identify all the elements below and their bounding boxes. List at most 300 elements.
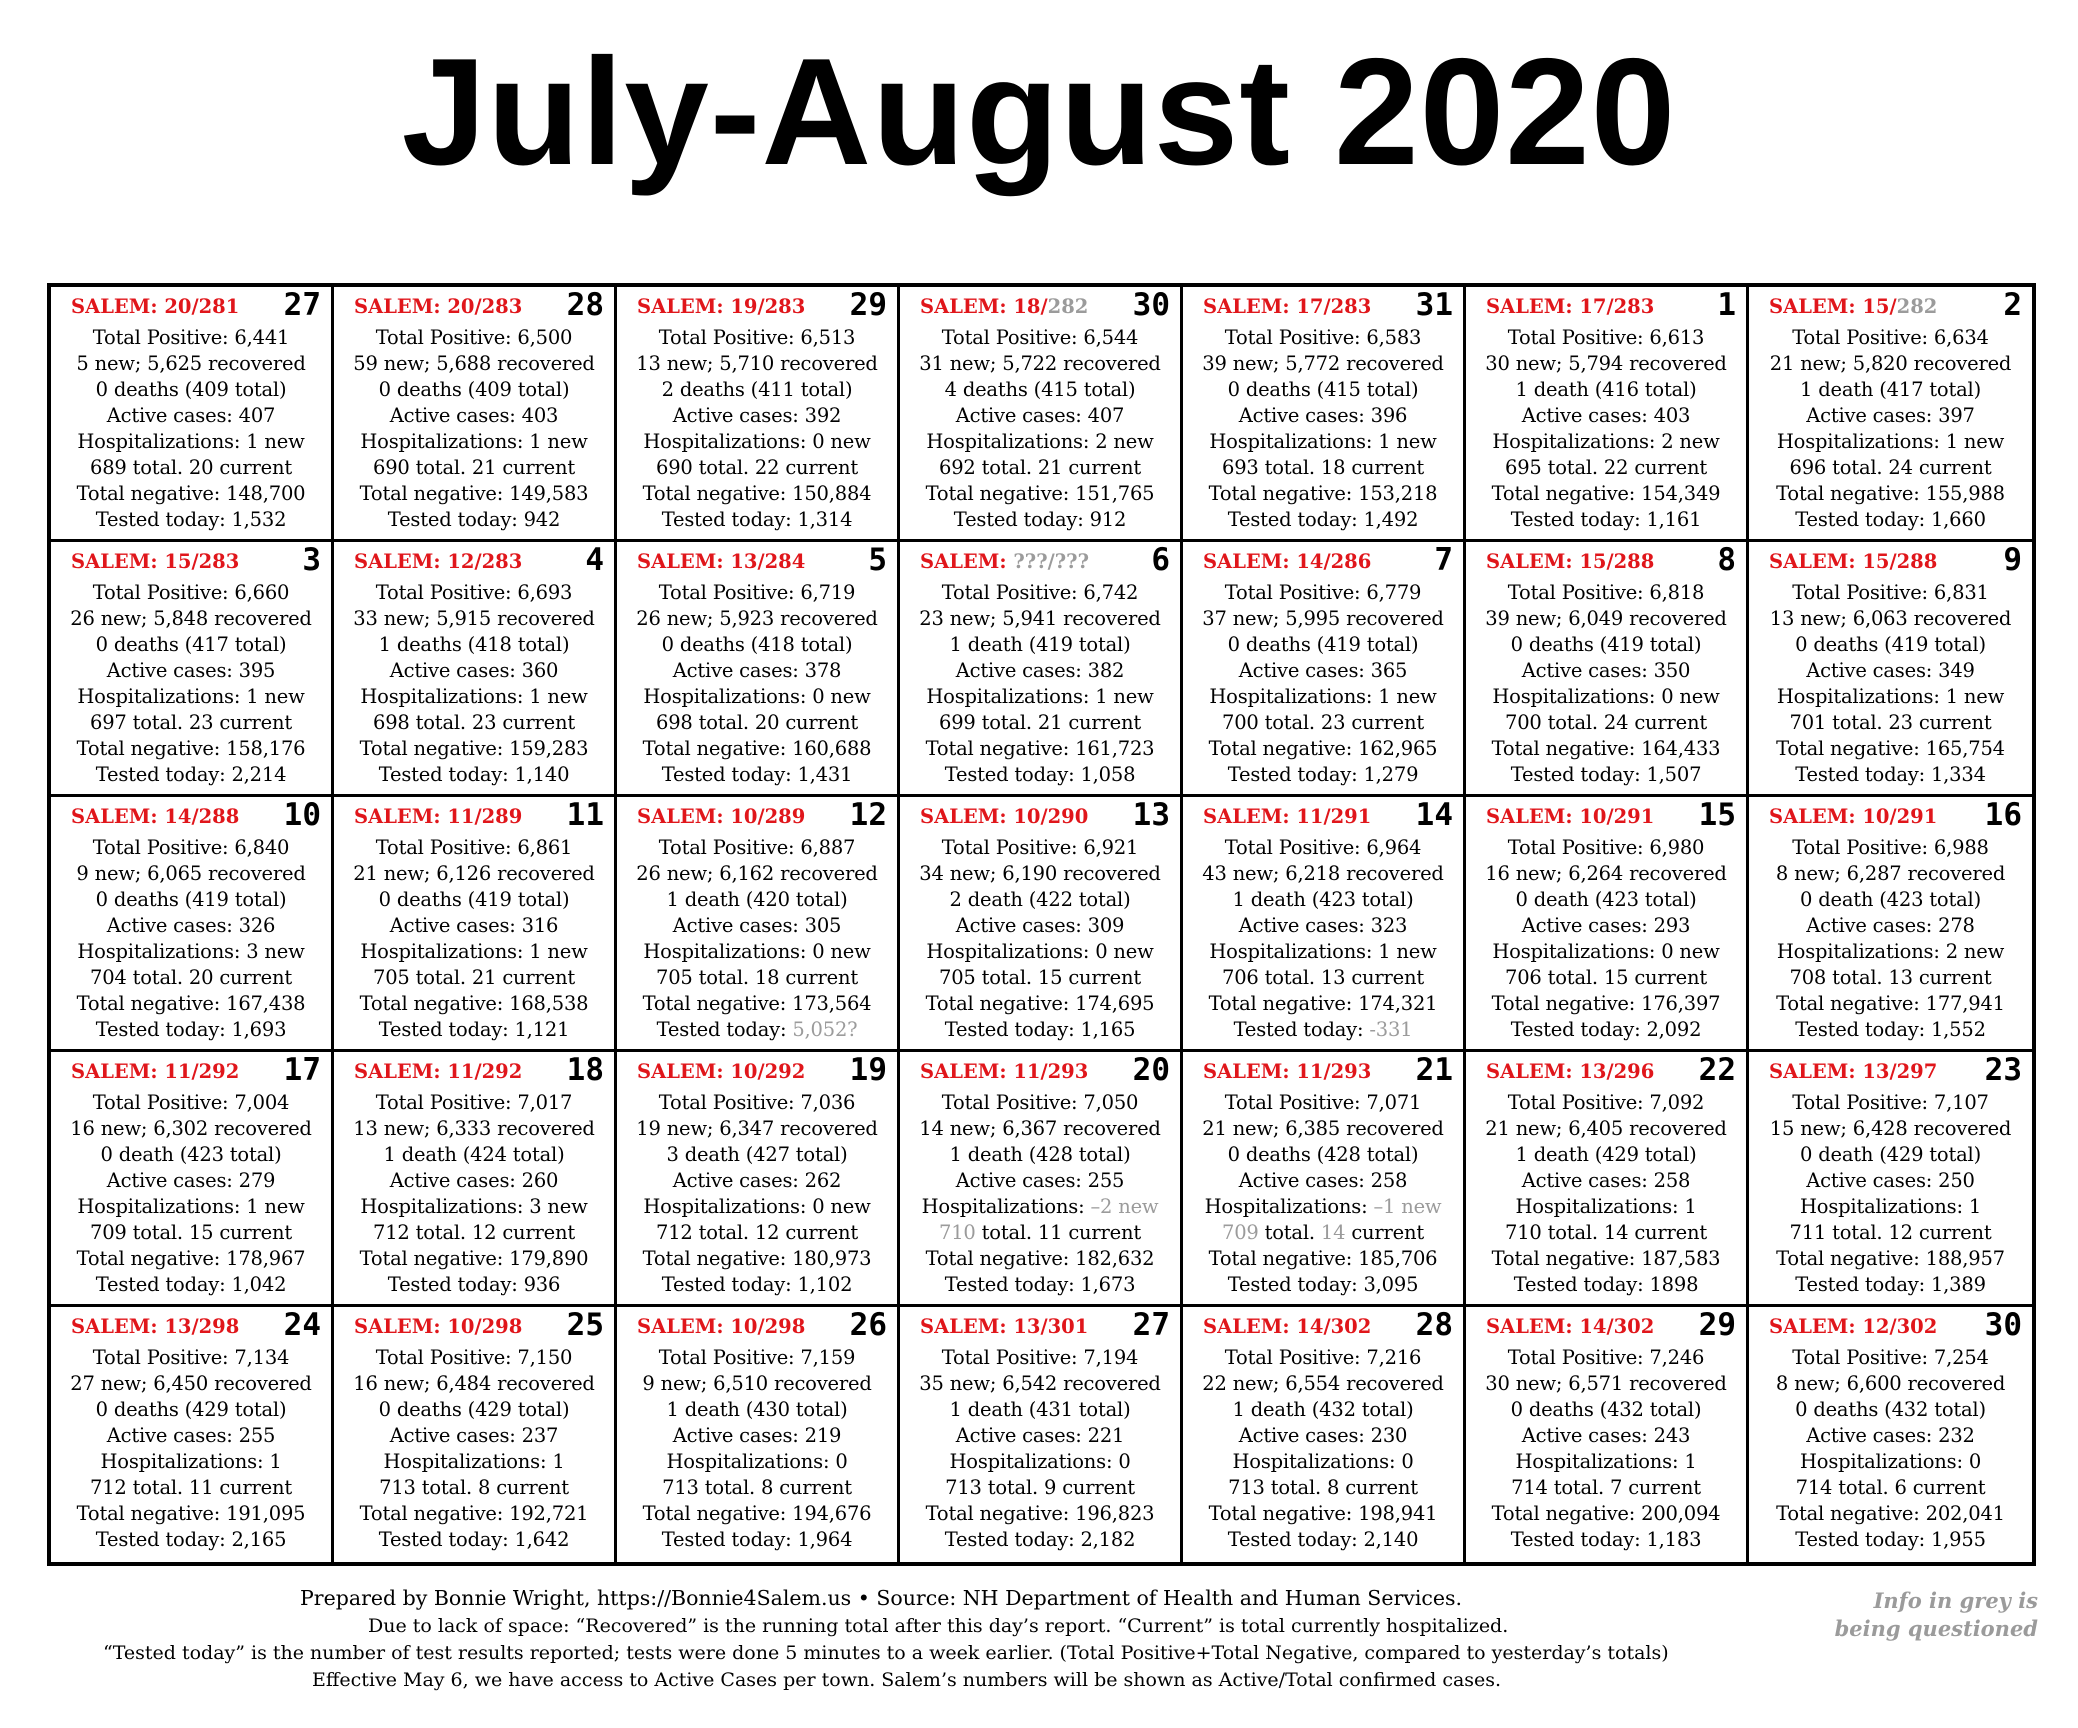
stat-text: Total Positive: 7,107: [1792, 1091, 1989, 1114]
stat-text: Tested today: 1,507: [1510, 763, 1702, 786]
stat-text: Hospitalizations: 1: [1515, 1450, 1697, 1473]
stat-line: [1466, 1423, 1746, 1449]
stat-text: Active cases: 396: [1238, 404, 1408, 427]
day-header: [1466, 287, 1746, 325]
stat-line: [1466, 1501, 1746, 1527]
stat-text: 0 death (423 total): [1800, 888, 1981, 911]
stat-line: [900, 1345, 1180, 1371]
stat-line: [1749, 913, 2032, 939]
stat-line: [51, 1397, 331, 1423]
stat-text: Hospitalizations: 1 new: [1209, 430, 1437, 453]
stat-text: 1 death (432 total): [1232, 1398, 1414, 1421]
stat-line: [1183, 1527, 1463, 1553]
salem-text: SALEM: 13/301: [920, 1315, 1089, 1338]
stat-line: [1749, 861, 2032, 887]
stat-line: [900, 1501, 1180, 1527]
stat-line: [1749, 429, 2032, 455]
stat-text: Tested today: 1,165: [944, 1018, 1136, 1041]
stat-text: Active cases: 305: [672, 914, 842, 937]
stat-line: [1749, 377, 2032, 403]
salem-cases: [1769, 550, 1937, 573]
stat-line: [1466, 507, 1746, 533]
stat-text: 0 death (423 total): [100, 1143, 282, 1166]
day-header: [1749, 797, 2032, 835]
stat-text: Total negative: 180,973: [642, 1247, 872, 1270]
day-header: [1183, 287, 1463, 325]
stat-text: Total Positive: 6,634: [1792, 326, 1989, 349]
stat-text: Hospitalizations: 0 new: [643, 430, 871, 453]
stat-text: 697 total. 23 current: [90, 711, 292, 734]
questioned-value: 282: [1047, 295, 1089, 318]
stat-text: Tested today: 1,964: [661, 1528, 853, 1551]
day-number: 13: [1132, 797, 1170, 833]
day-number: 27: [283, 287, 321, 323]
salem-cases: [1486, 1060, 1654, 1083]
stat-text: total. 11 current: [975, 1221, 1141, 1244]
stat-line: [1749, 1220, 2032, 1246]
stat-text: Tested today: 1,314: [661, 508, 853, 531]
stat-text: Active cases: 260: [389, 1169, 559, 1192]
stat-text: Tested today: 1,334: [1795, 763, 1986, 786]
stat-line: [1749, 1194, 2032, 1220]
stat-line: [334, 1168, 614, 1194]
salem-text: SALEM: 17/283: [1203, 295, 1372, 318]
stat-text: Active cases: 365: [1238, 659, 1408, 682]
stat-line: [900, 351, 1180, 377]
stats-lines: [1183, 835, 1463, 1043]
stat-text: 705 total. 15 current: [939, 966, 1141, 989]
stat-text: 23 new; 5,941 recovered: [919, 607, 1161, 630]
footer-note-recovered: Due to lack of space: “Recovered” is the running total after this day’s report. “Current” is total currently hospitalized.: [368, 1615, 1509, 1637]
stat-line: [334, 1017, 614, 1043]
stat-line: [1183, 377, 1463, 403]
stat-text: 26 new; 5,923 recovered: [636, 607, 878, 630]
stat-text: Active cases: 255: [955, 1169, 1125, 1192]
stat-line: [1466, 1142, 1746, 1168]
day-header: [51, 1052, 331, 1090]
stat-line: [51, 1345, 331, 1371]
stat-line: [1466, 1194, 1746, 1220]
stat-line: [1183, 429, 1463, 455]
day-header: [617, 542, 897, 580]
salem-cases: [71, 1060, 239, 1083]
stat-line: [617, 1220, 897, 1246]
stat-line: [617, 507, 897, 533]
stat-text: 690 total. 21 current: [373, 456, 575, 479]
salem-text: SALEM: 14/288: [71, 805, 240, 828]
day-number: 20: [1132, 1052, 1170, 1088]
stat-line: [334, 377, 614, 403]
stat-text: 13 new; 6,333 recovered: [353, 1117, 595, 1140]
stat-line: [1183, 1017, 1463, 1043]
stat-line: [51, 632, 331, 658]
stat-line: [334, 1501, 614, 1527]
stat-line: [617, 762, 897, 788]
stat-text: 19 new; 6,347 recovered: [636, 1117, 878, 1140]
stat-line: [1466, 658, 1746, 684]
stat-line: [1466, 939, 1746, 965]
stat-line: [1183, 1116, 1463, 1142]
stat-line: [1183, 455, 1463, 481]
stat-text: Hospitalizations: 3 new: [77, 940, 305, 963]
stat-text: Active cases: 258: [1238, 1169, 1408, 1192]
stat-line: [1183, 1449, 1463, 1475]
questioned-value: 14: [1320, 1221, 1346, 1244]
stat-text: 15 new; 6,428 recovered: [1769, 1117, 2012, 1140]
stat-text: Total negative: 153,218: [1208, 482, 1438, 505]
stat-text: Total negative: 155,988: [1776, 482, 2005, 505]
stat-line: [51, 1220, 331, 1246]
stats-lines: [334, 835, 614, 1043]
stat-line: [900, 1168, 1180, 1194]
stat-line: [1466, 1168, 1746, 1194]
stat-text: Total negative: 158,176: [76, 737, 306, 760]
stat-text: Total negative: 165,754: [1776, 737, 2005, 760]
day-cell: [51, 542, 334, 797]
stat-text: Tested today: 1,552: [1795, 1018, 1986, 1041]
day-cell: [1183, 287, 1466, 542]
stat-text: Active cases: 262: [672, 1169, 842, 1192]
salem-cases: [637, 1060, 805, 1083]
stat-text: 27 new; 6,450 recovered: [70, 1372, 312, 1395]
salem-text: SALEM: 12/302: [1769, 1315, 1938, 1338]
stat-text: Total negative: 191,095: [76, 1502, 306, 1525]
salem-text: SALEM: 10/289: [637, 805, 806, 828]
stat-text: 705 total. 18 current: [656, 966, 858, 989]
day-number: 5: [868, 542, 887, 578]
questioned-value: ???/???: [1013, 550, 1090, 573]
day-header: [617, 287, 897, 325]
stats-lines: [617, 1345, 897, 1553]
stat-text: Total Positive: 7,134: [92, 1346, 290, 1369]
salem-text: SALEM: 11/293: [1203, 1060, 1372, 1083]
grey-info-note-line2: being questioned: [1834, 1616, 2038, 1641]
stat-text: Tested today: 1,955: [1795, 1528, 1986, 1551]
stat-line: [51, 835, 331, 861]
stats-lines: [1183, 1090, 1463, 1298]
stat-line: [334, 1527, 614, 1553]
stat-text: Tested today: 1,532: [95, 508, 287, 531]
stat-line: [1183, 684, 1463, 710]
stat-text: Total Positive: 7,050: [941, 1091, 1139, 1114]
stat-text: 1 death (416 total): [1515, 378, 1697, 401]
stat-text: Active cases: 316: [389, 914, 559, 937]
stat-text: Hospitalizations: 0: [1799, 1450, 1982, 1473]
stat-text: 2 deaths (411 total): [661, 378, 853, 401]
day-number: 19: [849, 1052, 887, 1088]
stat-line: [617, 835, 897, 861]
stats-lines: [900, 1090, 1180, 1298]
stat-text: Tested today: 1,140: [378, 763, 570, 786]
salem-cases: [920, 1315, 1088, 1338]
stat-line: [1749, 507, 2032, 533]
stat-text: Tested today: 1,492: [1227, 508, 1419, 531]
stat-line: [617, 481, 897, 507]
stat-line: [900, 1475, 1180, 1501]
stat-text: Total negative: 167,438: [76, 992, 306, 1015]
stat-line: [900, 507, 1180, 533]
stat-line: [1466, 429, 1746, 455]
stat-line: [51, 325, 331, 351]
stat-line: [334, 1345, 614, 1371]
stat-text: Tested today: 1,279: [1227, 763, 1419, 786]
stat-text: 700 total. 24 current: [1505, 711, 1707, 734]
stat-line: [1466, 351, 1746, 377]
stat-text: 2 death (422 total): [949, 888, 1131, 911]
salem-cases: [1769, 1315, 1937, 1338]
stat-text: 0 deaths (432 total): [1795, 1398, 1986, 1421]
stat-text: 0 deaths (419 total): [95, 888, 287, 911]
stat-text: Active cases: 309: [955, 914, 1125, 937]
stat-line: [617, 455, 897, 481]
stat-line: [617, 1090, 897, 1116]
salem-cases: [71, 1315, 239, 1338]
stat-text: 0 death (423 total): [1515, 888, 1697, 911]
stat-text: Hospitalizations: 0 new: [643, 1195, 871, 1218]
stat-text: Tested today: 1,660: [1795, 508, 1986, 531]
stat-line: [1466, 835, 1746, 861]
stat-line: [900, 861, 1180, 887]
stat-line: [900, 429, 1180, 455]
stats-lines: [617, 835, 897, 1043]
day-header: [1183, 1307, 1463, 1345]
stat-line: [51, 658, 331, 684]
stat-line: [51, 710, 331, 736]
stats-lines: [1183, 325, 1463, 533]
stat-line: [1183, 1142, 1463, 1168]
stat-line: [617, 429, 897, 455]
questioned-value: 709: [1222, 1221, 1259, 1244]
stat-line: [617, 710, 897, 736]
stat-text: 712 total. 12 current: [373, 1221, 575, 1244]
day-cell: [1183, 1052, 1466, 1307]
day-header: [334, 1307, 614, 1345]
stat-line: [617, 1017, 897, 1043]
stat-line: [1466, 710, 1746, 736]
stat-text: 1 death (430 total): [666, 1398, 848, 1421]
stat-line: [617, 1142, 897, 1168]
day-header: [617, 797, 897, 835]
stat-line: [51, 991, 331, 1017]
stat-text: Tested today: 2,182: [944, 1528, 1136, 1551]
day-header: [900, 797, 1180, 835]
day-header: [617, 1052, 897, 1090]
stat-text: 1 death (428 total): [949, 1143, 1131, 1166]
stat-line: [617, 913, 897, 939]
stat-line: [51, 913, 331, 939]
stat-text: 709 total. 15 current: [90, 1221, 292, 1244]
salem-cases: [1486, 1315, 1654, 1338]
stat-line: [51, 1168, 331, 1194]
day-number: 12: [849, 797, 887, 833]
salem-cases: [637, 550, 805, 573]
stat-text: Tested today: 1,673: [944, 1273, 1136, 1296]
stat-line: [1183, 403, 1463, 429]
stat-text: Total negative: 154,349: [1491, 482, 1721, 505]
stat-line: [617, 632, 897, 658]
stat-line: [1466, 991, 1746, 1017]
stats-lines: [334, 325, 614, 533]
stat-line: [900, 736, 1180, 762]
stat-text: 22 new; 6,554 recovered: [1202, 1372, 1444, 1395]
stat-line: [51, 762, 331, 788]
stat-line: [1183, 835, 1463, 861]
stat-text: Hospitalizations: 2 new: [1776, 940, 2005, 963]
day-number: 31: [1415, 287, 1453, 323]
stat-line: [900, 913, 1180, 939]
stat-text: 35 new; 6,542 recovered: [919, 1372, 1161, 1395]
day-cell: [1749, 797, 2032, 1052]
stat-line: [1183, 887, 1463, 913]
stat-text: Total negative: 176,397: [1491, 992, 1721, 1015]
salem-cases: [1203, 805, 1371, 828]
stat-line: [51, 1527, 331, 1553]
stat-line: [1183, 1272, 1463, 1298]
stat-text: 706 total. 15 current: [1505, 966, 1707, 989]
stat-text: Total Positive: 6,613: [1507, 326, 1705, 349]
stat-line: [617, 1272, 897, 1298]
stat-text: Active cases: 350: [1521, 659, 1691, 682]
day-number: 28: [1415, 1307, 1453, 1343]
stats-lines: [51, 325, 331, 533]
day-header: [51, 287, 331, 325]
stat-line: [51, 861, 331, 887]
stat-text: Hospitalizations:: [921, 1195, 1091, 1218]
day-number: 17: [283, 1052, 321, 1088]
stat-line: [334, 736, 614, 762]
day-number: 9: [2003, 542, 2022, 578]
stat-text: Total negative: 151,765: [925, 482, 1155, 505]
stat-text: Total negative: 174,695: [925, 992, 1155, 1015]
salem-cases: [1769, 1060, 1937, 1083]
stat-line: [1183, 965, 1463, 991]
stat-text: Total negative: 182,632: [925, 1247, 1155, 1270]
stat-text: Total Positive: 6,980: [1507, 836, 1705, 859]
stat-text: Total Positive: 6,513: [658, 326, 856, 349]
stats-lines: [1749, 325, 2032, 533]
stat-line: [900, 455, 1180, 481]
stat-text: 713 total. 8 current: [1228, 1476, 1418, 1499]
stat-text: 0 deaths (428 total): [1227, 1143, 1419, 1166]
stat-text: Tested today: 936: [387, 1273, 561, 1296]
salem-text: SALEM: 10/298: [637, 1315, 806, 1338]
stats-lines: [51, 1345, 331, 1553]
stat-line: [617, 325, 897, 351]
stat-text: 0 deaths (419 total): [1510, 633, 1702, 656]
salem-cases: [920, 805, 1088, 828]
salem-text: SALEM: 13/297: [1769, 1060, 1938, 1083]
stat-line: [1466, 377, 1746, 403]
stat-text: Hospitalizations: 2 new: [926, 430, 1154, 453]
stat-text: Total Positive: 7,194: [941, 1346, 1139, 1369]
day-number: 22: [1698, 1052, 1736, 1088]
salem-text: SALEM:: [920, 550, 1014, 573]
stat-text: Hospitalizations: 0 new: [643, 685, 871, 708]
stat-text: 710 total. 14 current: [1505, 1221, 1707, 1244]
stat-text: Active cases: 395: [106, 659, 276, 682]
stat-text: Total Positive: 6,964: [1224, 836, 1422, 859]
stat-line: [1183, 991, 1463, 1017]
stat-line: [334, 965, 614, 991]
salem-text: SALEM: 10/298: [354, 1315, 523, 1338]
stat-text: Total Positive: 6,887: [658, 836, 856, 859]
stat-text: 30 new; 6,571 recovered: [1485, 1372, 1727, 1395]
stat-line: [900, 991, 1180, 1017]
stat-line: [1749, 1168, 2032, 1194]
salem-text: SALEM: 11/292: [71, 1060, 240, 1083]
stat-line: [334, 658, 614, 684]
day-number: 2: [2003, 287, 2022, 323]
stat-text: 706 total. 13 current: [1222, 966, 1424, 989]
stat-line: [51, 1090, 331, 1116]
stat-line: [334, 861, 614, 887]
day-header: [900, 287, 1180, 325]
stat-line: [1749, 736, 2032, 762]
stat-text: Tested today: 1,058: [944, 763, 1136, 786]
stat-text: Hospitalizations: 0 new: [643, 940, 871, 963]
stat-text: Total negative: 185,706: [1208, 1247, 1438, 1270]
stat-text: 0 deaths (418 total): [661, 633, 853, 656]
stat-line: [900, 1220, 1180, 1246]
questioned-value: 282: [1896, 295, 1938, 318]
stat-line: [1749, 403, 2032, 429]
stat-line: [1466, 1017, 1746, 1043]
day-cell: [1466, 542, 1749, 797]
stat-line: [617, 939, 897, 965]
day-header: [900, 1307, 1180, 1345]
stat-text: 21 new; 5,820 recovered: [1769, 352, 2012, 375]
day-number: 21: [1415, 1052, 1453, 1088]
day-cell: [1183, 1307, 1466, 1562]
salem-cases: [637, 295, 805, 318]
stat-line: [1466, 632, 1746, 658]
stat-line: [1749, 351, 2032, 377]
stat-text: Tested today: 1,693: [95, 1018, 287, 1041]
stat-line: [1749, 991, 2032, 1017]
stat-text: Total Positive: 6,861: [375, 836, 573, 859]
stat-text: 1 death (429 total): [1515, 1143, 1697, 1166]
stat-line: [1183, 1475, 1463, 1501]
stat-text: Active cases: 378: [672, 659, 842, 682]
stat-line: [1183, 632, 1463, 658]
stat-text: Hospitalizations: 1: [1515, 1195, 1697, 1218]
stat-text: 704 total. 20 current: [90, 966, 292, 989]
stat-line: [51, 1246, 331, 1272]
stat-text: 705 total. 21 current: [373, 966, 575, 989]
salem-cases: [1769, 295, 1937, 318]
questioned-value: –1 new: [1373, 1195, 1442, 1218]
stat-text: Tested today: 1,121: [378, 1018, 570, 1041]
stat-line: [51, 736, 331, 762]
stat-text: Total negative: 202,041: [1776, 1502, 2005, 1525]
stat-line: [1466, 1220, 1746, 1246]
stat-line: [1749, 481, 2032, 507]
stat-text: Active cases: 258: [1521, 1169, 1691, 1192]
stat-line: [617, 1371, 897, 1397]
stat-text: 1 deaths (418 total): [378, 633, 570, 656]
day-number: 4: [585, 542, 604, 578]
stat-text: Total negative: 187,583: [1491, 1247, 1721, 1270]
footer-note-tested: “Tested today” is the number of test results reported; tests were done 5 minutes to a week earlier. (Total Positive+Total Negative, compared to yesterday’s totals): [103, 1642, 1669, 1664]
stat-text: 712 total. 12 current: [656, 1221, 858, 1244]
stat-line: [1749, 1246, 2032, 1272]
stat-text: Total Positive: 6,693: [375, 581, 573, 604]
stat-line: [1749, 887, 2032, 913]
stat-line: [51, 481, 331, 507]
stat-text: 21 new; 6,385 recovered: [1202, 1117, 1444, 1140]
day-header: [1749, 542, 2032, 580]
day-header: [334, 797, 614, 835]
